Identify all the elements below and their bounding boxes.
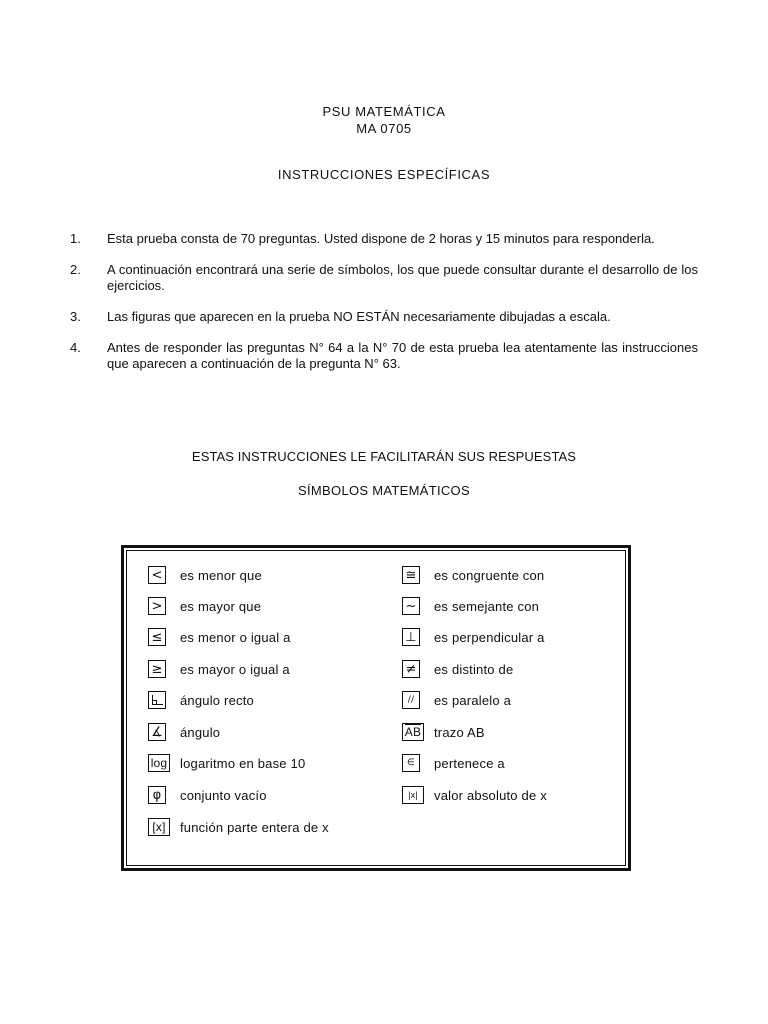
right-angle-icon	[148, 691, 166, 709]
symbol-row	[402, 691, 511, 709]
instruction-item	[70, 340, 698, 372]
perpendicular-icon: ⊥	[402, 628, 420, 646]
instruction-number: 2.	[70, 262, 81, 277]
notice-line: ESTAS INSTRUCCIONES LE FACILITARÁN SUS RESPUESTAS	[191, 449, 577, 464]
symbol-label: es perpendicular a	[434, 629, 545, 645]
symbol-label: es semejante con	[434, 598, 540, 614]
symbol-row	[148, 691, 254, 709]
symbols-table	[121, 545, 631, 871]
less-than-icon: <	[148, 566, 166, 584]
greater-than-icon: >	[148, 597, 166, 615]
symbol-row	[148, 786, 267, 804]
symbol-row	[148, 628, 291, 646]
instruction-item	[70, 262, 698, 294]
floor-function-icon: [x]	[148, 818, 170, 836]
symbol-label: función parte entera de x	[180, 819, 329, 835]
symbol-label: trazo AB	[434, 724, 485, 740]
symbol-row	[148, 754, 305, 772]
symbol-label: ángulo recto	[180, 692, 254, 708]
symbol-label: logaritmo en base 10	[180, 755, 306, 771]
section-heading: INSTRUCCIONES ESPECÍFICAS	[277, 167, 491, 182]
not-equal-icon: ≠	[402, 660, 420, 678]
instructions-list	[70, 231, 698, 387]
congruent-icon: ≅	[402, 566, 420, 584]
element-of-icon: ∈	[402, 754, 420, 772]
absolute-value-icon: |x|	[402, 786, 424, 804]
log-icon: log	[148, 754, 170, 772]
instruction-text: Esta prueba consta de 70 preguntas. Usted dispone de 2 horas y 15 minutos para responderla.	[107, 231, 655, 246]
symbol-label: pertenece a	[434, 755, 505, 771]
empty-set-icon: φ	[148, 786, 166, 804]
symbol-row	[148, 723, 220, 741]
similar-icon: ~	[402, 597, 420, 615]
symbol-row	[402, 754, 505, 772]
angle-icon: ∡	[148, 723, 166, 741]
instruction-number: 1.	[70, 231, 81, 246]
symbol-row	[148, 597, 261, 615]
symbol-row	[148, 660, 290, 678]
instruction-item	[70, 231, 698, 247]
symbol-label: es paralelo a	[434, 692, 512, 708]
symbol-label: es distinto de	[434, 661, 514, 677]
symbol-row	[148, 566, 262, 584]
symbol-label: conjunto vacío	[180, 787, 267, 803]
parallel-icon: //	[402, 691, 420, 709]
symbol-label: es menor o igual a	[180, 629, 291, 645]
instruction-text: Antes de responder las preguntas N° 64 a la N° 70 de esta prueba lea atentamente las instrucciones que aparecen a continuación de la pregunta N° 63.	[107, 340, 698, 371]
symbols-title: SÍMBOLOS MATEMÁTICOS	[298, 483, 470, 498]
less-equal-icon: ≤	[148, 628, 166, 646]
instruction-text: Las figuras que aparecen en la prueba NO ESTÁN necesariamente dibujadas a escala.	[107, 309, 611, 324]
instruction-number: 3.	[70, 309, 81, 324]
symbol-row	[148, 818, 329, 836]
symbol-label: ángulo	[180, 724, 221, 740]
instruction-text: A continuación encontrará una serie de símbolos, los que puede consultar durante el desarrollo de los ejercicios.	[107, 262, 698, 293]
symbol-row	[402, 597, 539, 615]
symbol-label: es mayor o igual a	[180, 661, 290, 677]
symbol-label: valor absoluto de x	[434, 787, 547, 803]
instruction-item	[70, 309, 698, 325]
document-code: MA 0705	[356, 121, 412, 136]
segment-icon: AB	[402, 723, 424, 741]
symbol-row	[402, 628, 545, 646]
symbol-row	[402, 566, 544, 584]
symbol-row	[402, 660, 513, 678]
greater-equal-icon: ≥	[148, 660, 166, 678]
instruction-number: 4.	[70, 340, 81, 355]
symbol-label: es menor que	[180, 567, 262, 583]
symbol-row	[402, 723, 485, 741]
symbol-label: es congruente con	[434, 567, 545, 583]
document-title: PSU MATEMÁTICA	[322, 104, 446, 119]
symbol-row	[402, 786, 547, 804]
symbol-label: es mayor que	[180, 598, 262, 614]
